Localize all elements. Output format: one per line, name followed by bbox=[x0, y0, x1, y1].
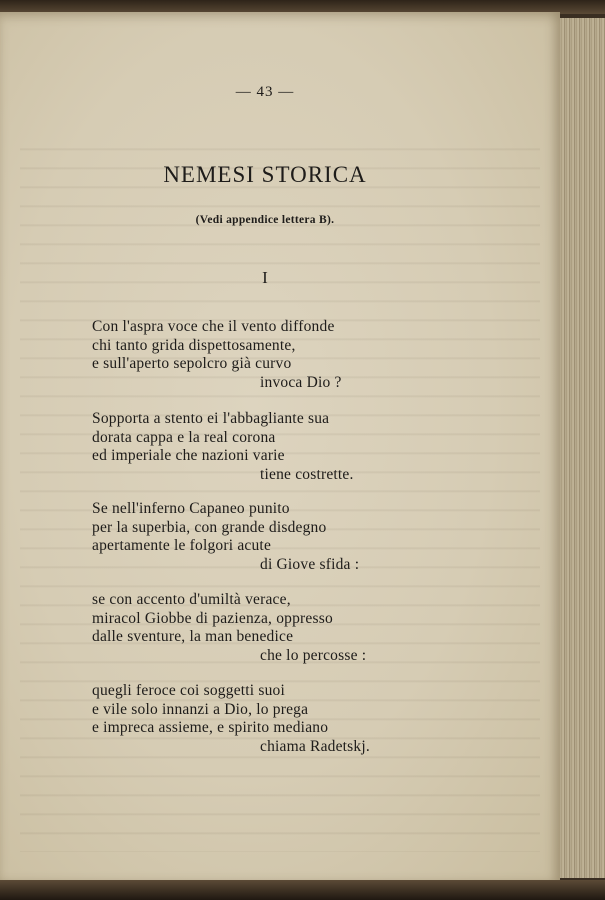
verse-line: per la superbia, con grande disdegno bbox=[92, 518, 327, 536]
verse-line: che lo percosse : bbox=[260, 646, 367, 664]
verse-line: tiene costrette. bbox=[260, 465, 354, 483]
stanza-1 bbox=[92, 318, 422, 392]
verse-line: chi tanto grida dispettosamente, bbox=[92, 336, 296, 354]
verse-line: quegli feroce coi soggetti suoi bbox=[92, 682, 286, 699]
page-number: — 43 — bbox=[235, 84, 295, 100]
verse-line: Se nell'inferno Capaneo punito bbox=[92, 500, 290, 517]
verse-line: apertamente le folgori acute bbox=[92, 537, 272, 554]
poem-subtitle: (Vedi appendice lettera B). bbox=[195, 214, 335, 226]
section-numeral: I bbox=[262, 268, 268, 287]
stanza-3 bbox=[92, 500, 422, 574]
verse-line: invoca Dio ? bbox=[260, 373, 342, 391]
verse-line: di Giove sfida : bbox=[260, 555, 360, 573]
stanza-5 bbox=[92, 682, 422, 756]
verse-line: miracol Giobbe di pazienza, oppresso bbox=[92, 609, 333, 627]
poem-title: NEMESI STORICA bbox=[163, 162, 367, 187]
verse-line: e impreca assieme, e spirito mediano bbox=[92, 719, 329, 736]
verse-line: Con l'aspra voce che il vento diffonde bbox=[92, 318, 335, 335]
verse-line: dalle sventure, la man benedice bbox=[92, 628, 294, 645]
verse-line: ed imperiale che nazioni varie bbox=[92, 447, 285, 464]
verse-line: dorata cappa e la real corona bbox=[92, 428, 276, 446]
verse-line: se con accento d'umiltà verace, bbox=[92, 591, 291, 608]
verse-line: chiama Radetskj. bbox=[260, 737, 370, 755]
verse-line: e vile solo innanzi a Dio, lo prega bbox=[92, 700, 309, 718]
verse-line: Sopporta a stento ei l'abbagliante sua bbox=[92, 410, 330, 427]
book-bottom-edge bbox=[0, 880, 605, 900]
verse-line: e sull'aperto sepolcro già curvo bbox=[92, 355, 292, 372]
stanza-2 bbox=[92, 410, 422, 484]
stanza-4 bbox=[92, 591, 422, 665]
page-stack-edges bbox=[558, 18, 605, 878]
